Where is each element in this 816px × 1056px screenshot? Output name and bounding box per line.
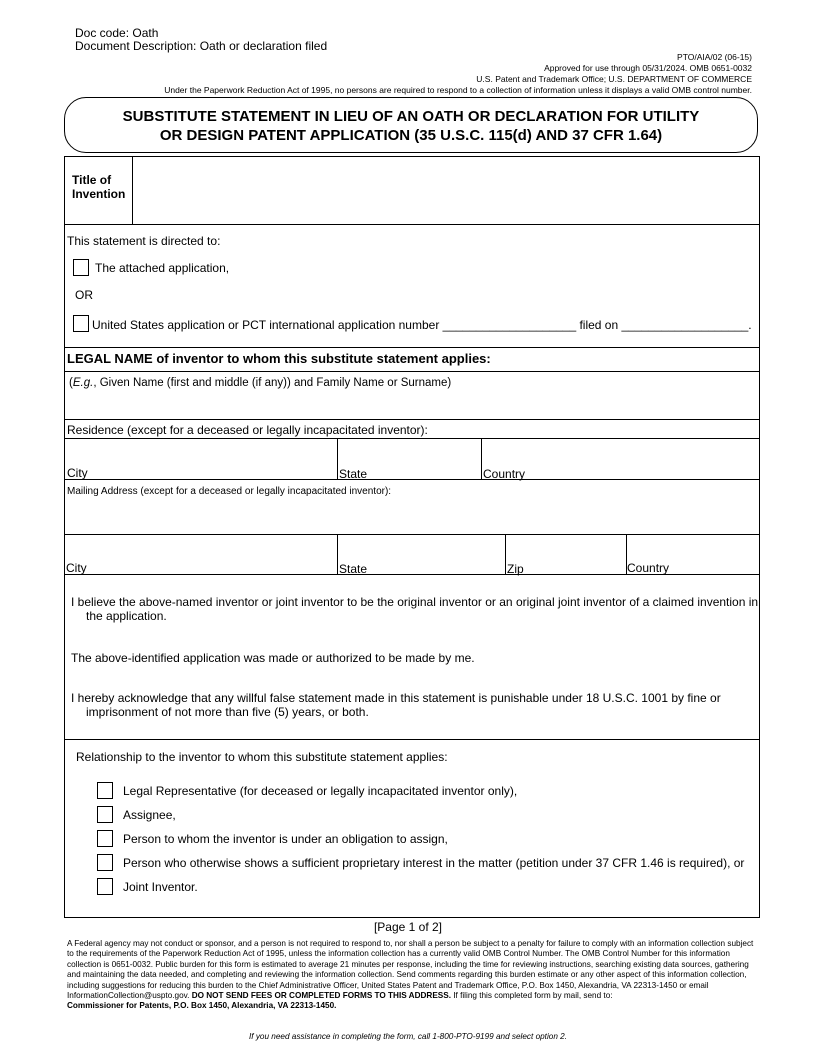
- us-application-label: United States application or PCT international application number ____________________ filed on ___________________.: [92, 318, 752, 332]
- statement-authorized: The above-identified application was made or authorized to be made by me.: [71, 651, 475, 665]
- joint-inventor-checkbox[interactable]: [97, 878, 113, 895]
- us-application-checkbox[interactable]: [73, 315, 89, 332]
- burden-statement: [67, 939, 757, 1012]
- statement-acknowledgement: I hereby acknowledge that any willful false statement made in this statement is punishable under 18 U.S.C. 1001 by fine or imprisonment of not more than five (5) years, or both.: [71, 691, 721, 719]
- divider: [65, 739, 759, 740]
- office-line: U.S. Patent and Trademark Office; U.S. DEPARTMENT OF COMMERCE: [476, 74, 752, 84]
- form-title: [64, 97, 758, 153]
- burden-text: A Federal agency may not conduct or sponsor, and a person is not required to respond to, nor shall a person be subject to a penalty for failure to comply with an information collection subject to the requirements of the Paperwork Reduction Act of 1995, unless the information collection has a currently valid OMB Control Number. The OMB Control Number for this information collection is 0651-0032. Public burden for this form is estimated to average 21 minutes per response, including the time for reviewing instructions, searching existing data sources, gathering and maintaining the data needed, and completing and reviewing the information collection. Send comments regarding this burden estimate or any other aspect of this information collection, including suggestions for reducing this burden to the Chief Administrative Officer, United States Patent and Trademark Office, P.O. Box 1450, Alexandria, VA 22313-1450 or email InformationCollection@uspto.gov.: [67, 939, 754, 1001]
- paperwork-line: Under the Paperwork Reduction Act of 1995, no persons are required to respond to a collection of information unless it displays a valid OMB control number.: [164, 85, 752, 95]
- mailing-city-input[interactable]: [65, 535, 337, 574]
- residence-label: Residence (except for a deceased or legally incapacitated inventor):: [67, 423, 428, 437]
- legal-representative-checkbox[interactable]: [97, 782, 113, 799]
- residence-city-label: City: [67, 466, 88, 480]
- directed-to-label: This statement is directed to:: [67, 234, 221, 248]
- mailing-country-label: Country: [627, 561, 670, 575]
- legal-name-hint-text: , Given Name (first and middle (if any)) and Family Name or Surname): [93, 377, 452, 389]
- form-title-line1: SUBSTITUTE STATEMENT IN LIEU OF AN OATH OR DECLARATION FOR UTILITY: [122, 108, 700, 125]
- divider: [65, 224, 759, 225]
- mail-instruction: If filing this completed form by mail, send to:: [453, 991, 613, 1001]
- legal-name-input[interactable]: [65, 391, 759, 419]
- title-of-invention-label: Title of Invention: [72, 173, 126, 201]
- legal-name-eg: E.g.: [72, 377, 94, 389]
- divider: [65, 371, 759, 372]
- do-not-send-warning: DO NOT SEND FEES OR COMPLETED FORMS TO THIS ADDRESS.: [191, 991, 451, 1001]
- form-title-line2: OR DESIGN PATENT APPLICATION (35 U.S.C. 115(d) AND 37 CFR 1.64): [159, 127, 663, 144]
- residence-state-label: State: [339, 467, 368, 481]
- statement-original-inventor: I believe the above-named inventor or joint inventor to be the original inventor or an original joint inventor of a claimed invention in the application.: [71, 595, 759, 623]
- form-number: PTO/AIA/02 (06-15): [677, 52, 752, 62]
- mailing-city-label: City: [66, 561, 87, 575]
- help-line: If you need assistance in completing the form, call 1-800-PTO-9199 and select option 2.: [249, 1032, 567, 1041]
- mailing-state-label: State: [339, 562, 368, 576]
- proprietary-interest-checkbox[interactable]: [97, 854, 113, 871]
- mailing-zip-label: Zip: [507, 562, 524, 576]
- doc-description: Document Description: Oath or declaration filed: [75, 39, 328, 53]
- residence-city-input[interactable]: [65, 439, 337, 479]
- mailing-zip-input[interactable]: [506, 535, 626, 574]
- page-number: [Page 1 of 2]: [373, 920, 443, 934]
- assignee-label: Assignee,: [123, 808, 176, 822]
- divider: [65, 479, 759, 480]
- attached-application-label: The attached application,: [95, 261, 230, 275]
- approval-line: Approved for use through 05/31/2024. OMB 0651-0032: [544, 63, 752, 73]
- residence-country-label: Country: [483, 467, 526, 481]
- divider: [65, 574, 759, 575]
- or-label: OR: [75, 288, 93, 302]
- mail-address: Commissioner for Patents, P.O. Box 1450, Alexandria, VA 22313-1450.: [67, 1001, 337, 1011]
- legal-name-hint: (E.g., Given Name (first and middle (if any)) and Family Name or Surname): [69, 377, 452, 389]
- legal-representative-label: Legal Representative (for deceased or legally incapacitated inventor only),: [123, 784, 518, 798]
- obligation-to-assign-checkbox[interactable]: [97, 830, 113, 847]
- mailing-address-label: Mailing Address (except for a deceased or legally incapacitated inventor):: [67, 486, 392, 497]
- doc-code-block: [75, 27, 327, 53]
- doc-code: Doc code: Oath: [75, 26, 159, 40]
- attached-application-checkbox[interactable]: [73, 259, 89, 276]
- proprietary-interest-label: Person who otherwise shows a sufficient proprietary interest in the matter (petition under 37 CFR 1.46 is required), or: [123, 856, 745, 870]
- mailing-address-input[interactable]: [65, 499, 759, 534]
- oath-form: [64, 156, 760, 918]
- assignee-checkbox[interactable]: [97, 806, 113, 823]
- divider: [65, 419, 759, 420]
- obligation-to-assign-label: Person to whom the inventor is under an obligation to assign,: [123, 832, 448, 846]
- title-of-invention-input[interactable]: [133, 157, 759, 224]
- divider: [65, 347, 759, 348]
- legal-name-header: LEGAL NAME of inventor to whom this substitute statement applies:: [67, 351, 491, 366]
- joint-inventor-label: Joint Inventor.: [123, 880, 198, 894]
- relationship-label: Relationship to the inventor to whom this substitute statement applies:: [76, 750, 448, 764]
